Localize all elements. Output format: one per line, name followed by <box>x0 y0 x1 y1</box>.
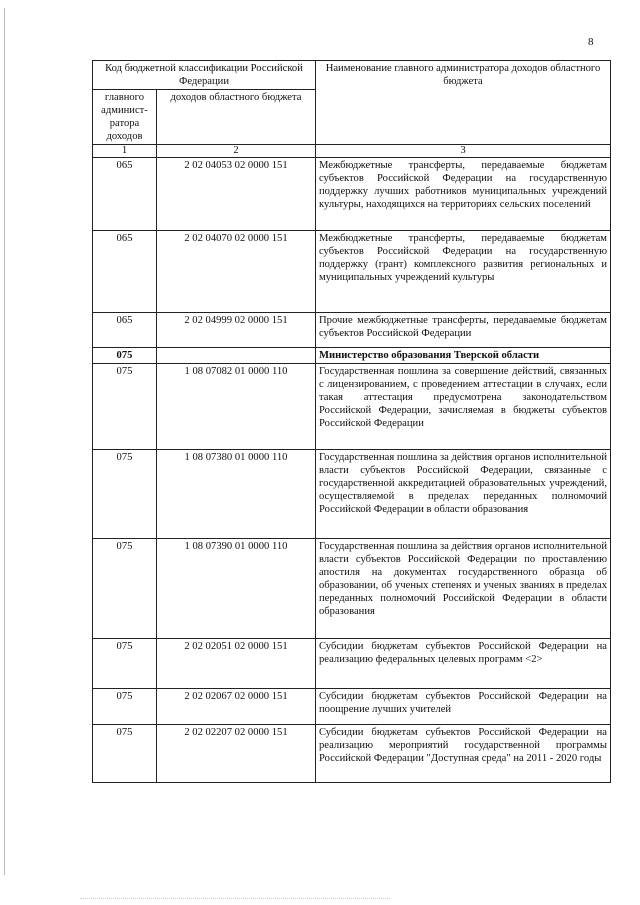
row-name: Межбюджетные трансферты, передаваемые бюджетам субъектов Российской Федерации на государственную поддержку лучших работников муниципальных учреждений культуры, находящихся на территориях сельских поселений <box>316 158 611 231</box>
row-name: Государственная пошлина за действия органов исполнительной власти субъектов Российской Федерации, связанные с государственной аккредитацией образовательных учреждений, осуществляемой в пределах переданных полномочий Российской Федерации в области образования <box>316 450 611 539</box>
row-admin-code: 075 <box>93 348 157 364</box>
row-name: Государственная пошлина за совершение действий, связанных с лицензированием, с проведением аттестации в случаях, если такая аттестация предусмотрена законодательством Российской Федерации, зачисляемая в бюджеты субъектов Российской Федерации <box>316 364 611 450</box>
row-budget-code: 2 02 02067 02 0000 151 <box>157 689 316 725</box>
table-row <box>93 450 611 539</box>
page-number: 8 <box>588 36 594 48</box>
row-budget-code: 1 08 07082 01 0000 110 <box>157 364 316 450</box>
row-name: Государственная пошлина за действия органов исполнительной власти субъектов Российской Федерации по проставлению апостиля на документах государственного образца об образовании, об ученых степенях и ученых званиях в пределах переданных полномочий Российской Федерации в области образования <box>316 539 611 639</box>
table-row <box>93 313 611 348</box>
row-admin-code: 065 <box>93 158 157 231</box>
scan-edge <box>4 8 5 875</box>
header-col-code: доходов областного бюджета <box>157 90 316 145</box>
header-group-budget-code: Код бюджетной классификации Российской Федерации <box>93 61 316 90</box>
table-row <box>93 348 611 364</box>
row-budget-code <box>157 348 316 364</box>
table-row <box>93 689 611 725</box>
header-num-3: 3 <box>316 145 611 158</box>
scan-edge-bottom <box>80 898 390 899</box>
header-num-2: 2 <box>157 145 316 158</box>
row-admin-code: 075 <box>93 450 157 539</box>
row-name: Субсидии бюджетам субъектов Российской Федерации на реализацию федеральных целевых программ <2> <box>316 639 611 689</box>
row-name: Субсидии бюджетам субъектов Российской Федерации на поощрение лучших учителей <box>316 689 611 725</box>
row-budget-code: 1 08 07380 01 0000 110 <box>157 450 316 539</box>
row-budget-code: 2 02 02051 02 0000 151 <box>157 639 316 689</box>
table-row <box>93 364 611 450</box>
table-row <box>93 539 611 639</box>
row-admin-code: 075 <box>93 639 157 689</box>
row-name: Прочие межбюджетные трансферты, передаваемые бюджетам субъектов Российской Федерации <box>316 313 611 348</box>
table-row <box>93 231 611 313</box>
row-budget-code: 2 02 04999 02 0000 151 <box>157 313 316 348</box>
header-col-name: Наименование главного администратора доходов областного бюджета <box>316 61 611 145</box>
row-budget-code: 1 08 07390 01 0000 110 <box>157 539 316 639</box>
budget-classification-table <box>92 60 611 783</box>
row-budget-code: 2 02 02207 02 0000 151 <box>157 725 316 783</box>
row-admin-code: 065 <box>93 313 157 348</box>
header-num-1: 1 <box>93 145 157 158</box>
table-row <box>93 725 611 783</box>
row-admin-code: 075 <box>93 539 157 639</box>
row-name: Межбюджетные трансферты, передаваемые бюджетам субъектов Российской Федерации на государственную поддержку (грант) комплексного развития региональных и муниципальных учреждений культуры <box>316 231 611 313</box>
row-admin-code: 075 <box>93 689 157 725</box>
table-row <box>93 639 611 689</box>
header-col-admin: главного админист-ратора доходов <box>93 90 157 145</box>
table-row <box>93 158 611 231</box>
row-name: Министерство образования Тверской области <box>316 348 611 364</box>
row-budget-code: 2 02 04053 02 0000 151 <box>157 158 316 231</box>
row-admin-code: 065 <box>93 231 157 313</box>
row-admin-code: 075 <box>93 364 157 450</box>
row-admin-code: 075 <box>93 725 157 783</box>
row-name: Субсидии бюджетам субъектов Российской Федерации на реализацию мероприятий государственной программы Российской Федерации "Доступная среда" на 2011 - 2020 годы <box>316 725 611 783</box>
row-budget-code: 2 02 04070 02 0000 151 <box>157 231 316 313</box>
